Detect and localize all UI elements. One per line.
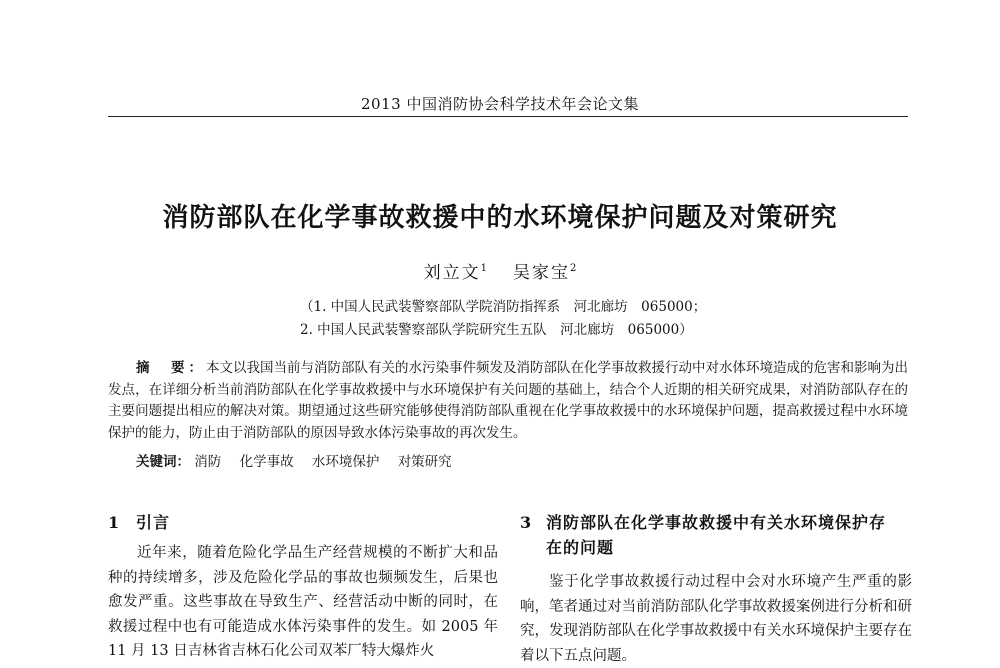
section-heading-problems bbox=[520, 510, 910, 560]
paragraph-text: 近年来，随着危险化学品生产经营规模的不断扩大和品种的持续增多，涉及危险化学品的事故也频频发生，后果也愈发严重。这些事故在导致生产、经营活动中断的同时，在救援过程中也有可能造成水体污染事件的发生。如 2005 年 11 月 13 日吉林省吉林石化公司双苯厂特大爆炸火 bbox=[108, 545, 498, 659]
paragraph-text: 鉴于化学事故救援行动过程中会对水环境产生严重的影响，笔者通过对当前消防部队化学事故救援案例进行分析和研究，发现消防部队在化学事故救援中有关水环境保护主要存在着以下五点问题。 bbox=[520, 574, 912, 664]
problems-paragraph bbox=[520, 570, 912, 668]
keyword: 水环境保护 bbox=[311, 454, 380, 470]
running-head: 2013 中国消防协会科学技术年会论文集 bbox=[361, 95, 639, 113]
affiliation-2: 2. 中国人民武装警察部队学院研究生五队 河北廊坊 065000） bbox=[300, 322, 693, 338]
introduction-paragraph bbox=[108, 541, 498, 664]
author-affiliation-mark: 2 bbox=[570, 263, 577, 274]
paper-title: 消防部队在化学事故救援中的水环境保护问题及对策研究 bbox=[162, 203, 838, 233]
keyword: 对策研究 bbox=[397, 454, 452, 470]
section-number: 3 bbox=[520, 513, 533, 532]
keywords-label: 关键词： bbox=[136, 454, 190, 470]
section-number: 1 bbox=[108, 513, 121, 532]
section-heading-introduction bbox=[108, 510, 170, 533]
abstract bbox=[108, 358, 908, 444]
author-name: 刘立文 bbox=[423, 263, 481, 283]
keyword: 消防 bbox=[194, 454, 222, 470]
author-line bbox=[0, 258, 1000, 283]
affiliation-1: （1. 中国人民武装警察部队学院消防指挥系 河北廊坊 065000； bbox=[300, 299, 707, 315]
author-name: 吴家宝 bbox=[513, 263, 570, 283]
section-title-line-1: 消防部队在化学事故救援中有关水环境保护存 bbox=[546, 513, 887, 532]
header-rule bbox=[108, 116, 908, 117]
abstract-label: 摘 要： bbox=[136, 360, 206, 376]
author-affiliation-mark: 1 bbox=[480, 263, 487, 274]
keywords bbox=[136, 450, 466, 470]
abstract-text: 本文以我国当前与消防部队有关的水污染事件频发及消防部队在化学事故救援行动中对水体环境造成的危害和影响为出发点，在详细分析当前消防部队在化学事故救援中与水环境保护有关问题的基础上，结合个人近期的相关研究成果，对消防部队存在的主要问题提出相应的解决对策。期望通过这些研究能够使得消防部队重视在化学事故救援中的水环境保护问题，提高救援过程中水环境保护的能力，防止由于消防部队的原因导致水体污染事故的再次发生。 bbox=[108, 360, 908, 441]
section-title: 引言 bbox=[136, 513, 171, 532]
section-title-line-2: 在的问题 bbox=[546, 538, 615, 557]
keyword: 化学事故 bbox=[239, 454, 294, 470]
